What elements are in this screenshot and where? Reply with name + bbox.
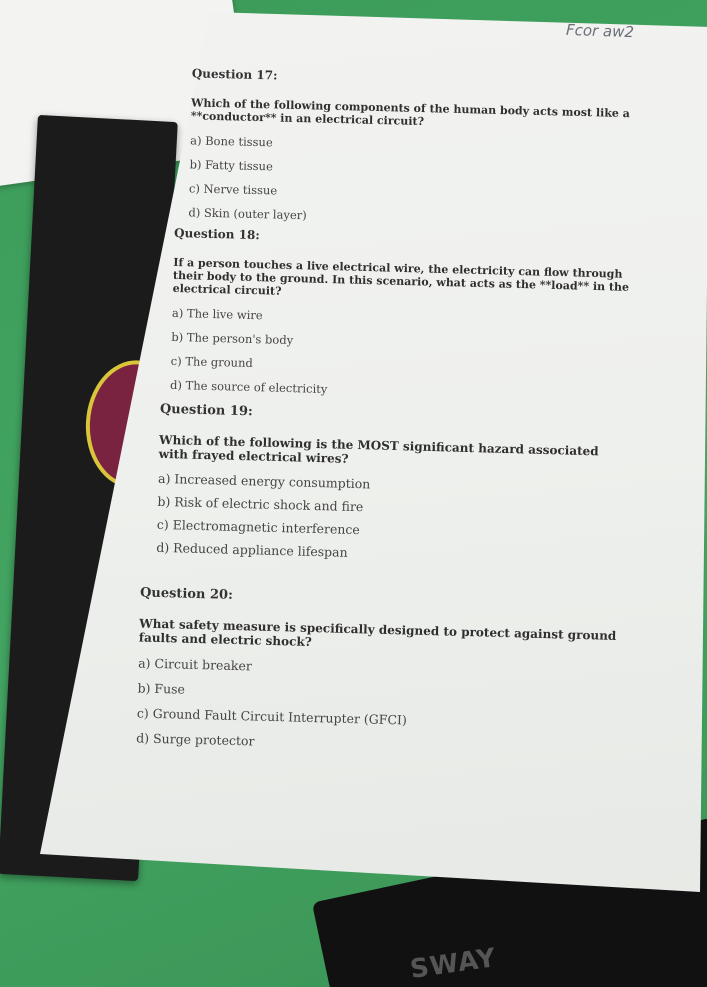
question-17 bbox=[188, 66, 652, 235]
answer-option: a) Circuit breaker bbox=[138, 655, 253, 674]
answer-option: c) Nerve tissue bbox=[188, 181, 278, 198]
answer-option: d) Surge protector bbox=[136, 730, 255, 749]
question-title: Question 20: bbox=[139, 585, 234, 603]
answer-option: b) The person's body bbox=[171, 329, 294, 348]
question-20 bbox=[136, 585, 640, 763]
answer-option: d) Reduced appliance lifespan bbox=[156, 539, 348, 560]
answer-option: c) Ground Fault Circuit Interrupter (GFCI) bbox=[136, 705, 408, 728]
question-19 bbox=[156, 402, 630, 571]
brand-stamp: SWAY bbox=[408, 943, 499, 985]
question-title: Question 18: bbox=[173, 225, 261, 243]
answer-option: a) Increased energy consumption bbox=[157, 470, 371, 492]
answer-option: c) Electromagnetic interference bbox=[156, 516, 360, 538]
handwritten-header-note: Fcor aw2 bbox=[565, 20, 635, 42]
question-18 bbox=[170, 226, 639, 409]
answer-option: b) Fuse bbox=[137, 680, 186, 697]
question-prompt: Which of the following components of the human body acts most like a **conductor** in an electrical circuit? bbox=[190, 96, 631, 129]
answer-option: c) The ground bbox=[170, 353, 254, 371]
answer-option: d) The source of electricity bbox=[169, 377, 328, 397]
answer-option: a) Bone tissue bbox=[190, 133, 273, 150]
question-title: Question 17: bbox=[191, 66, 278, 83]
answer-option: d) Skin (outer layer) bbox=[188, 205, 307, 223]
question-prompt: If a person touches a live electrical wire, the electricity can flow through their body to the ground. In this scenario, what acts as the **load** in the electrical circuit? bbox=[172, 255, 630, 298]
question-title: Question 19: bbox=[159, 401, 253, 420]
answer-option: b) Risk of electric shock and fire bbox=[157, 493, 364, 515]
question-prompt: What safety measure is specifically designed to protect against ground faults and electric shock? bbox=[138, 616, 617, 649]
answer-option: b) Fatty tissue bbox=[189, 157, 274, 174]
question-prompt: Which of the following is the MOST significant hazard associated with frayed electrical wires? bbox=[158, 432, 599, 466]
answer-option: a) The live wire bbox=[171, 305, 263, 323]
